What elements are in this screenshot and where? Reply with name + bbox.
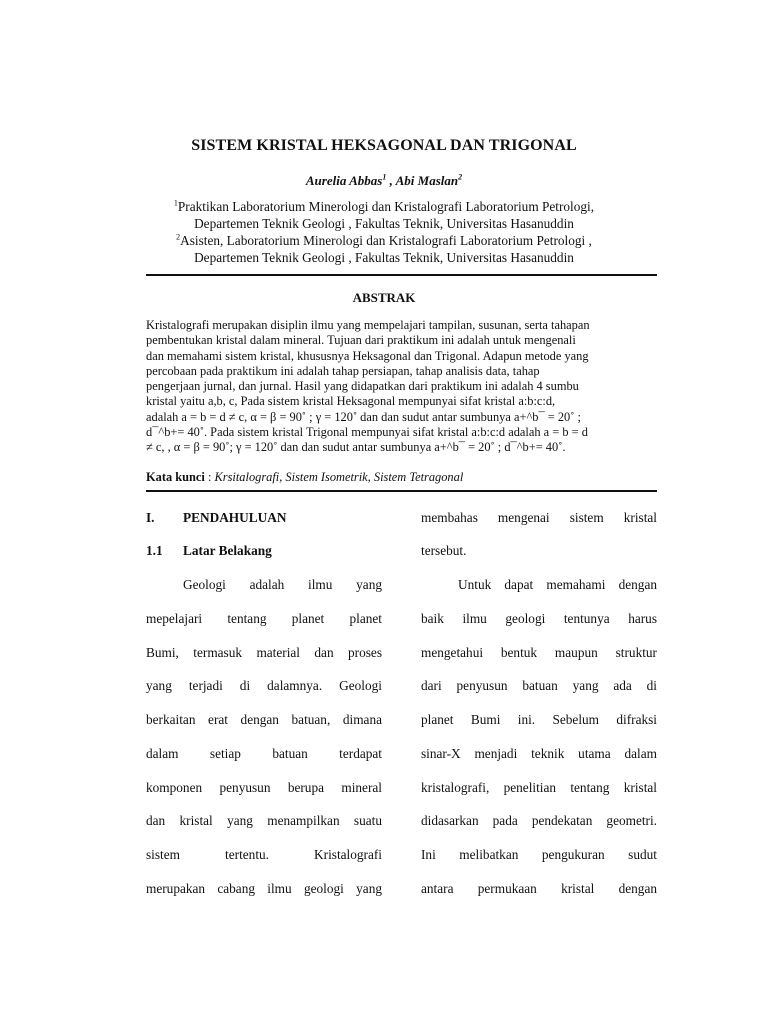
body-text-line: Untuk dapat memahami dengan	[458, 577, 657, 592]
keywords-separator: :	[204, 470, 215, 484]
body-text-line: mepelajari tentang planet planet	[146, 611, 382, 626]
subsection-heading-latar-belakang	[146, 543, 272, 559]
body-text-line: sistem tertentu. Kristalografi	[146, 847, 382, 862]
body-text-line: didasarkan pada pendekatan geometri.	[421, 813, 657, 828]
abstract-line: pembentukan kristal dalam mineral. Tujuan dari praktikum ini adalah untuk mengenali	[146, 333, 576, 348]
keywords-value: Krsitalografi, Sistem Isometrik, Sistem Tetragonal	[214, 470, 464, 484]
body-text-line: membahas mengenai sistem kristal	[421, 510, 657, 525]
author-2-name: Abi Maslan	[395, 173, 459, 188]
author-line	[0, 173, 768, 189]
abstract-line: d¯^b+= 40˚. Pada sistem kristal Trigonal mempunyai sifat kristal a:b:c:d adalah a = b = d	[146, 425, 588, 440]
body-text-line: yang terjadi di dalamnya. Geologi	[146, 678, 382, 693]
body-text-line: berkaitan erat dengan batuan, dimana	[146, 712, 382, 727]
affiliation-2-line-2: Departemen Teknik Geologi , Fakultas Teknik, Universitas Hasanuddin	[194, 250, 574, 265]
affiliation-1-superscript: 1	[173, 198, 178, 208]
affiliation-1-text: Praktikan Laboratorium Minerologi dan Kristalografi Laboratorium Petrologi,	[177, 199, 595, 214]
subsection-title: Latar Belakang	[183, 543, 272, 558]
section-number: I.	[146, 510, 155, 525]
affiliation-1-line-2: Departemen Teknik Geologi , Fakultas Teknik, Universitas Hasanuddin	[194, 216, 574, 231]
keywords-label: Kata kunci	[146, 470, 205, 484]
keywords-line	[146, 470, 657, 485]
body-text-line: dalam setiap batuan terdapat	[146, 746, 382, 761]
top-divider	[146, 274, 657, 276]
subsection-number: 1.1	[146, 543, 163, 558]
body-text-line: mengetahui bentuk maupun struktur	[421, 645, 657, 660]
affiliation-2-text: Asisten, Laboratorium Minerologi dan Kristalografi Laboratorium Petrologi ,	[180, 233, 592, 248]
body-text-line: komponen penyusun berupa mineral	[146, 780, 382, 795]
author-1-superscript: 1	[382, 172, 387, 182]
abstract-line: kristal yaitu a,b, c, Pada sistem kristal Heksagonal mempunyai sifat kristal a:b:c:d,	[146, 394, 556, 409]
abstract-line: dan memahami sistem kristal, khususnya Heksagonal dan Trigonal. Adapun metode yang	[146, 348, 589, 363]
bottom-divider	[146, 490, 657, 492]
abstract-heading: ABSTRAK	[352, 290, 416, 305]
abstract-line: adalah a = b = d ≠ c, α = β = 90˚ ; γ = 120˚ dan dan sudut antar sumbunya a+^b¯ = 20˚ ;	[146, 409, 581, 424]
body-text-line: tersebut.	[421, 543, 467, 558]
author-separator: ,	[386, 173, 396, 188]
body-text-line: antara permukaan kristal dengan	[421, 881, 657, 896]
affiliation-1-line-1	[0, 198, 768, 215]
body-text-line: Geologi adalah ilmu yang	[183, 577, 382, 592]
affiliation-2-line-1	[0, 232, 768, 249]
body-text-line: sinar-X menjadi teknik utama dalam	[421, 746, 657, 761]
paper-title: SISTEM KRISTAL HEKSAGONAL DAN TRIGONAL	[191, 137, 577, 154]
abstract-line: percobaan pada praktikum ini adalah tahap persiapan, tahap analisis data, tahap	[146, 363, 540, 378]
body-text-line: baik ilmu geologi tentunya harus	[421, 611, 657, 626]
abstract-line: Kristalografi merupakan disiplin ilmu yang mempelajari tampilan, susunan, serta tahapan	[146, 318, 590, 332]
body-text-line: dan kristal yang menampilkan suatu	[146, 813, 382, 828]
abstract-line: pengerjaan jurnal, dan jurnal. Hasil yang didapatkan dari praktikum ini adalah 4 sumbu	[146, 379, 579, 394]
author-1-name: Aurelia Abbas	[305, 173, 383, 188]
body-text-line: merupakan cabang ilmu geologi yang	[146, 881, 382, 896]
body-text-line: planet Bumi ini. Sebelum difraksi	[421, 712, 657, 727]
abstract-body	[146, 318, 657, 456]
body-text-line: Bumi, termasuk material dan proses	[146, 645, 382, 660]
body-text-line: dari penyusun batuan yang ada di	[421, 678, 657, 693]
body-text-line: kristalografi, penelitian tentang kristal	[421, 780, 657, 795]
body-text-line: Ini melibatkan pengukuran sudut	[421, 847, 657, 862]
abstract-line: ≠ c, , α = β = 90˚; γ = 120˚ dan dan sudut antar sumbunya a+^b¯ = 20˚ ; d¯^b+= 40˚.	[146, 440, 566, 455]
section-heading-pendahuluan	[146, 510, 286, 526]
section-title: PENDAHULUAN	[183, 510, 287, 525]
author-2-superscript: 2	[458, 172, 463, 182]
affiliations	[0, 198, 768, 266]
affiliation-2-superscript: 2	[176, 232, 181, 242]
